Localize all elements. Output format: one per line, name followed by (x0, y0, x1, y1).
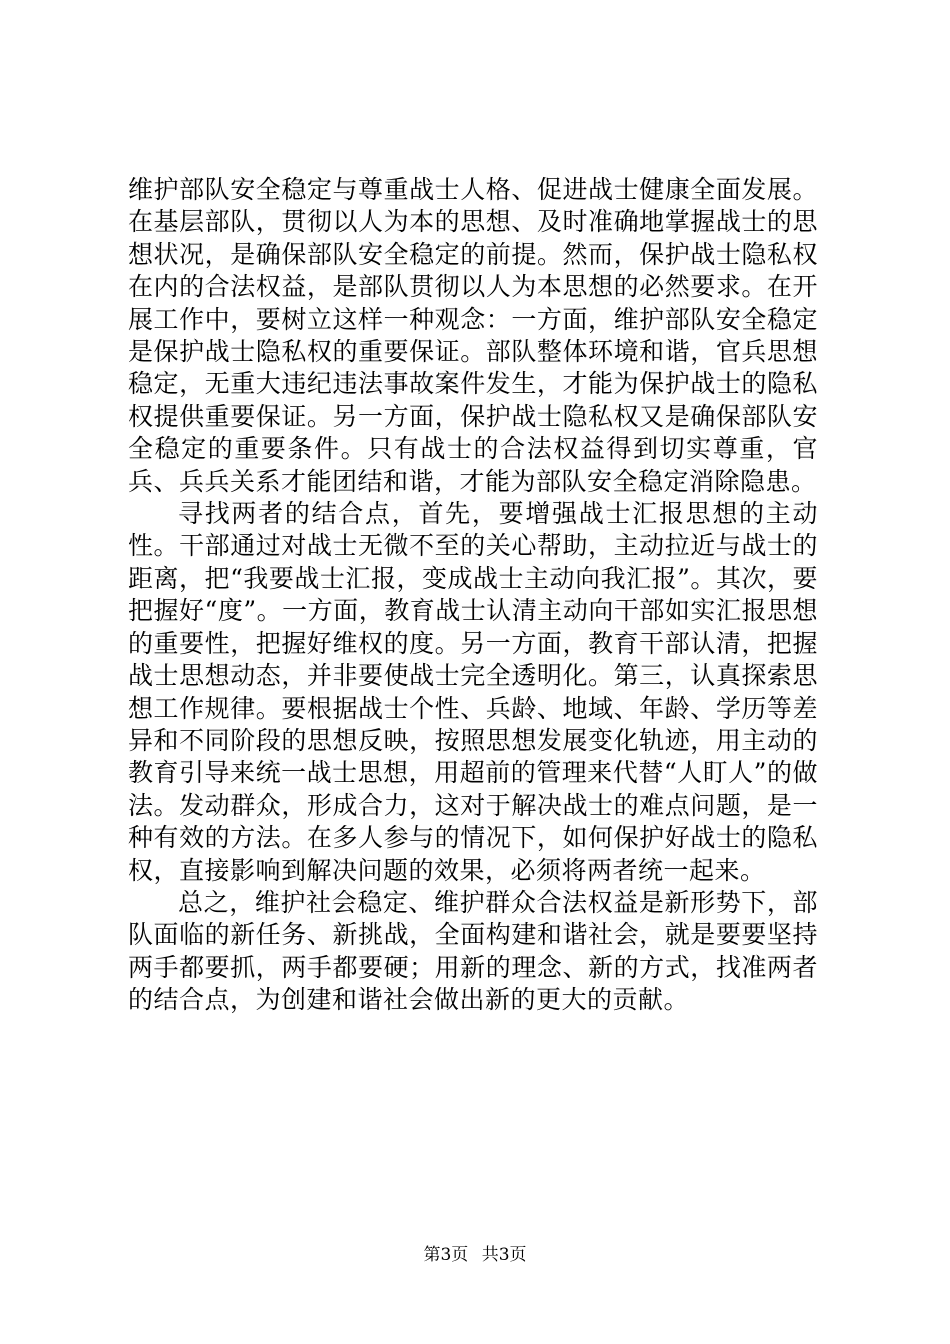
paragraph-3: 总之，维护社会稳定、维护群众合法权益是新形势下，部队面临的新任务、新挑战，全面构建和谐社会，就是要要坚持两手都要抓，两手都要硬；用新的理念、新的方式，找准两者的结合点，为创建和谐社会做出新的更大的贡献。 (128, 887, 818, 1015)
paragraph-1: 维护部队安全稳定与尊重战士人格、促进战士健康全面发展。在基层部队，贯彻以人为本的思想、及时准确地掌握战士的思想状况，是确保部队安全稳定的前提。然而，保护战士隐私权在内的合法权益，是部队贯彻以人为本思想的必然要求。在开展工作中，要树立这样一种观念：一方面，维护部队安全稳定是保护战士隐私权的重要保证。部队整体环境和谐，官兵思想稳定，无重大违纪违法事故案件发生，才能为保护战士的隐私权提供重要保证。另一方面，保护战士隐私权又是确保部队安全稳定的重要条件。只有战士的合法权益得到切实尊重，官兵、兵兵关系才能团结和谐，才能为部队安全稳定消除隐患。 (128, 175, 818, 496)
page-total: 共3页 (481, 1245, 527, 1265)
page-footer (0, 1245, 950, 1265)
document-body (128, 174, 818, 1017)
paragraph-2: 寻找两者的结合点，首先，要增强战士汇报思想的主动性。干部通过对战士无微不至的关心帮助，主动拉近与战士的距离，把“我要战士汇报，变成战士主动向我汇报”。其次，要把握好“度”。一方面，教育战士认清主动向干部如实汇报思想的重要性，把握好维权的度。另一方面，教育干部认清，把握战士思想动态，并非要使战士完全透明化。第三，认真探索思想工作规律。要根据战士个性、兵龄、地域、年龄、学历等差异和不同阶段的思想反映，按照思想发展变化轨迹，用主动的教育引导来统一战士思想，用超前的管理来代替“人盯人”的做法。发动群众，形成合力，这对于解决战士的难点问题，是一种有效的方法。在多人参与的情况下，如何保护好战士的隐私权，直接影响到解决问题的效果，必须将两者统一起来。 (128, 499, 818, 885)
page-number: 第3页 (423, 1245, 469, 1265)
